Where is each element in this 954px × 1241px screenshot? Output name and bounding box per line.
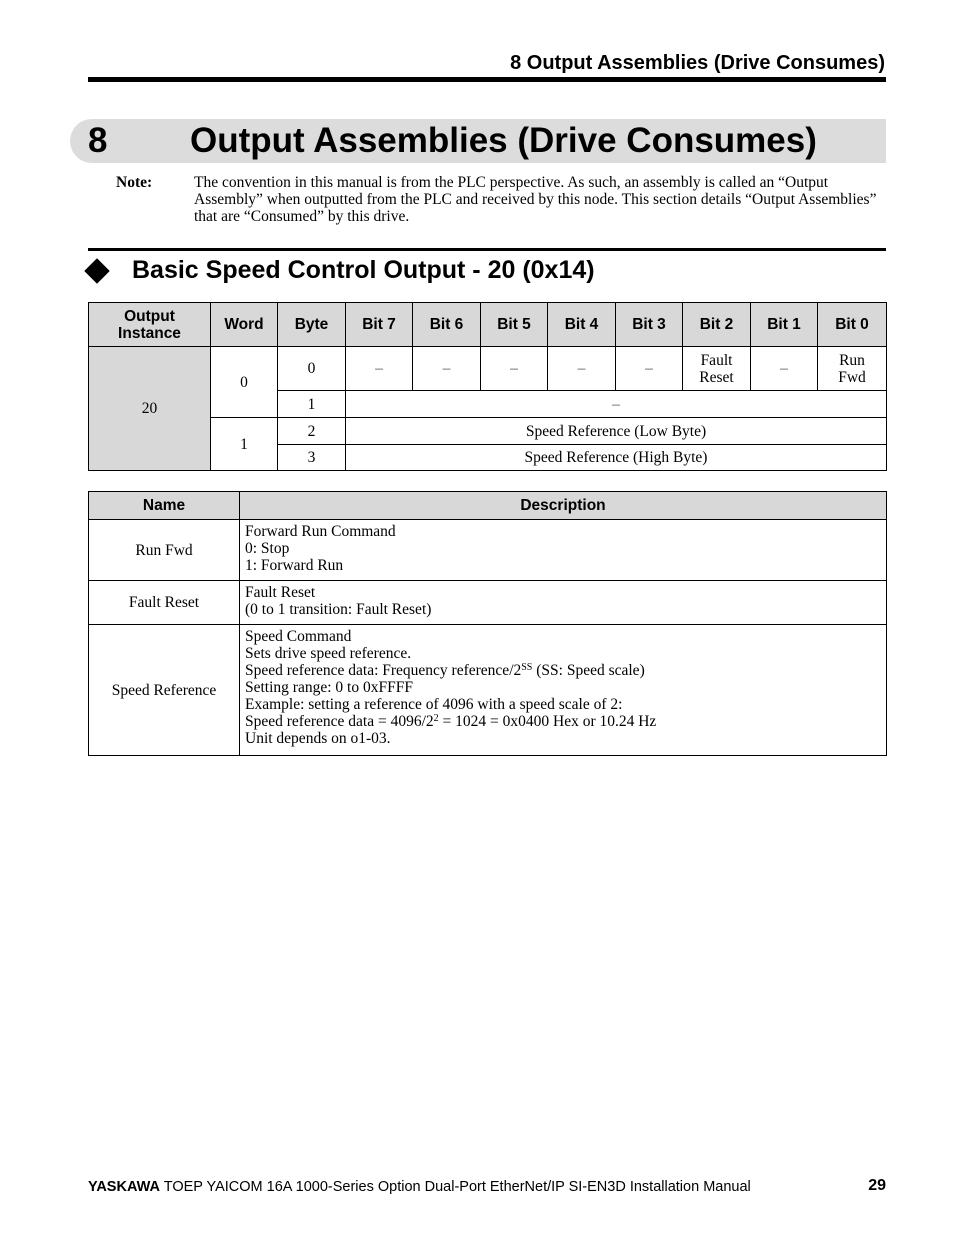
word0-cell: 0 xyxy=(211,347,278,418)
byte0-row xyxy=(89,347,887,391)
note-label: Note: xyxy=(116,174,153,191)
byte0-bit1: – xyxy=(751,347,818,391)
running-head: 8 Output Assemblies (Drive Consumes) xyxy=(510,52,885,74)
byte0-bit0: Run Fwd xyxy=(818,347,887,391)
byte2-cell: 2 xyxy=(278,418,346,445)
word1-cell: 1 xyxy=(211,418,278,471)
footer-text: YASKAWA TOEP YAICOM 16A 1000-Series Option Dual-Port EtherNet/IP SI-EN3D Installation Manual xyxy=(88,1179,751,1195)
description-table xyxy=(88,491,887,756)
col-header-output-instance: Output Instance xyxy=(89,303,211,347)
row-desc-run-fwd: Forward Run Command 0: Stop 1: Forward Run xyxy=(240,520,887,581)
byte1-value: – xyxy=(346,391,887,418)
byte0-bit2: Fault Reset xyxy=(683,347,751,391)
assembly-table xyxy=(88,302,887,471)
col-header-bit7: Bit 7 xyxy=(346,303,413,347)
note-text: The convention in this manual is from the PLC perspective. As such, an assembly is called an “Output Assembly” when outputted from the PLC and received by this node. This section details “Output Assemblies” that are “Consumed” by this drive. xyxy=(194,174,877,225)
assembly-header-row xyxy=(89,303,887,347)
col-header-bit1: Bit 1 xyxy=(751,303,818,347)
table-row xyxy=(89,625,887,756)
col-header-name: Name xyxy=(89,492,240,520)
chapter-number: 8 xyxy=(88,121,108,160)
row-name-speed-reference: Speed Reference xyxy=(89,625,240,756)
table-row xyxy=(89,581,887,625)
table-row xyxy=(89,520,887,581)
chapter-title: Output Assemblies (Drive Consumes) xyxy=(190,121,817,160)
byte3-cell: 3 xyxy=(278,445,346,471)
byte0-bit6: – xyxy=(413,347,481,391)
col-header-bit0: Bit 0 xyxy=(818,303,887,347)
byte2-value: Speed Reference (Low Byte) xyxy=(346,418,887,445)
col-header-bit6: Bit 6 xyxy=(413,303,481,347)
row-name-run-fwd: Run Fwd xyxy=(89,520,240,581)
col-header-bit4: Bit 4 xyxy=(548,303,616,347)
row-desc-fault-reset: Fault Reset (0 to 1 transition: Fault Reset) xyxy=(240,581,887,625)
byte0-bit7: – xyxy=(346,347,413,391)
col-header-word: Word xyxy=(211,303,278,347)
col-header-byte: Byte xyxy=(278,303,346,347)
diamond-bullet-icon xyxy=(84,258,109,283)
section-title: Basic Speed Control Output - 20 (0x14) xyxy=(132,256,595,284)
description-header-row xyxy=(89,492,887,520)
instance-cell: 20 xyxy=(89,347,211,471)
byte3-value: Speed Reference (High Byte) xyxy=(346,445,887,471)
col-header-description: Description xyxy=(240,492,887,520)
col-header-bit3: Bit 3 xyxy=(616,303,683,347)
col-header-bit2: Bit 2 xyxy=(683,303,751,347)
header-rule xyxy=(88,77,886,82)
byte0-cell: 0 xyxy=(278,347,346,391)
byte0-bit3: – xyxy=(616,347,683,391)
row-desc-speed-reference: Speed Command Sets drive speed reference. Speed reference data: Frequency reference/$2^{SS}$ (SS: Speed scale) Setting range: 0 to 0xFFFF Example: setting a reference of 4096 with a speed scale of 2: Speed reference data = $4096/2^2 = 1024 = 0x0400$ Hex or 10.24 Hz Unit depends on o1-03. xyxy=(240,625,887,756)
byte1-cell: 1 xyxy=(278,391,346,418)
byte0-bit5: – xyxy=(481,347,548,391)
footer-brand: YASKAWA xyxy=(88,1179,160,1195)
col-header-bit5: Bit 5 xyxy=(481,303,548,347)
byte0-bit4: – xyxy=(548,347,616,391)
section-rule xyxy=(88,248,886,251)
page-number: 29 xyxy=(868,1177,886,1194)
row-name-fault-reset: Fault Reset xyxy=(89,581,240,625)
